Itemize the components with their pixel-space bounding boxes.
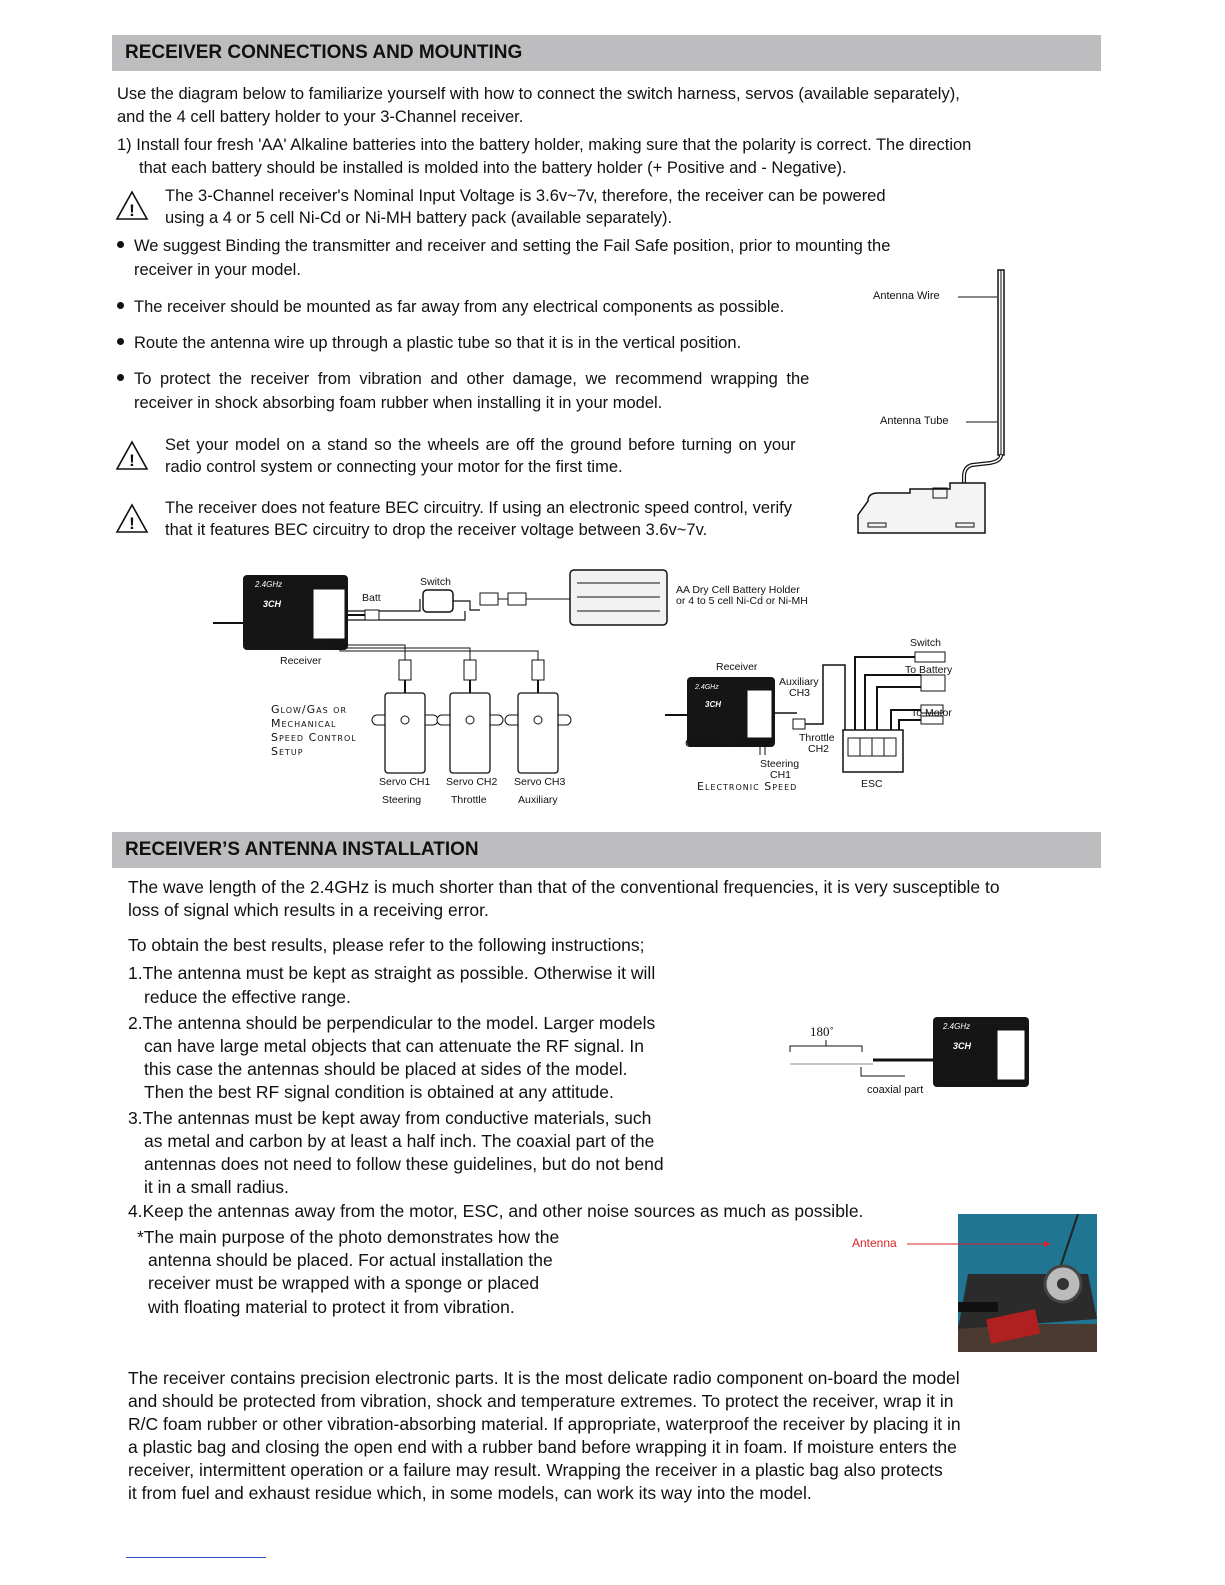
instruction4: 4.Keep the antennas away from the motor, ESC, and other noise sources as much as possible. <box>128 1201 864 1221</box>
throttle-ch2-label-line1: Throttle <box>799 732 835 744</box>
rx-brand-text: 2.4GHz <box>255 580 283 589</box>
glow-setup-label-line2: Mechanical <box>271 717 337 730</box>
svg-text:3CH: 3CH <box>705 700 722 709</box>
servo-ch1 <box>372 693 438 773</box>
warning-icon <box>115 503 149 535</box>
photo-note-line3: receiver must be wrapped with a sponge or placed <box>148 1273 540 1293</box>
bullet-dot <box>117 302 124 309</box>
switch2-label: Switch <box>910 637 941 649</box>
aux-ch3-label-line1: Auxiliary <box>779 676 819 688</box>
instruction2-line2: can have large metal objects that can attenuate the RF signal. In <box>144 1036 645 1056</box>
bullet1-text-line2: receiver in your model. <box>134 261 301 279</box>
bullet1-text-line1: We suggest Binding the transmitter and receiver and setting the Fail Safe position, prior to mounting the <box>134 237 891 255</box>
antenna-photo-label: Antenna <box>852 1236 897 1250</box>
bullet4-text-line2: receiver in shock absorbing foam rubber when installing it in your model. <box>134 394 663 412</box>
glow-setup-label-line3: Speed Control <box>271 731 357 744</box>
receiver-label: Receiver <box>280 655 322 667</box>
photo-note-line2: antenna should be placed. For actual installation the <box>148 1250 553 1270</box>
glow-setup-label-line1: Glow/Gas or <box>271 703 348 716</box>
steering-ch1-label-line2: CH1 <box>770 769 792 781</box>
final-paragraph-line4: a plastic bag and closing the open end with a rubber band before wrapping it in foam. If moisture enters the <box>128 1437 957 1457</box>
section-header-antenna <box>112 832 1101 868</box>
instruction2-line1: 2.The antenna should be perpendicular to the model. Larger models <box>128 1013 656 1033</box>
final-paragraph-line6: it from fuel and exhaust residue which, in some models, can work its way into the model. <box>128 1483 812 1503</box>
warning2-text-line1: Set your model on a stand so the wheels are off the ground before turning on your <box>165 436 796 454</box>
instruction2-line4: Then the best RF signal condition is obtained at any attitude. <box>144 1082 614 1102</box>
throttle-label: Throttle <box>451 794 487 806</box>
wiring-diagram <box>205 565 1005 810</box>
bullet-dot <box>117 338 124 345</box>
servo-ch2-label: Servo CH2 <box>446 776 498 788</box>
antenna-placement-photo <box>958 1214 1097 1352</box>
footer-link-underline <box>126 1557 266 1558</box>
step1-text-line2: that each battery should be installed is molded into the battery holder (+ Positive and - Negative). <box>139 159 847 177</box>
bullet3-text: Route the antenna wire up through a plastic tube so that it is in the vertical position. <box>134 334 742 352</box>
battery-holder-label-line2: or 4 to 5 cell Ni-Cd or Ni-MH <box>676 595 808 607</box>
bullet-dot <box>117 241 124 248</box>
auxiliary-label: Auxiliary <box>518 794 558 806</box>
car-photo-illustration <box>958 1214 1097 1352</box>
antenna-intro-line2: loss of signal which results in a receiving error. <box>128 900 489 920</box>
to-motor-label: To Motor <box>911 707 952 719</box>
antenna-instructions-intro: To obtain the best results, please refer to the following instructions; <box>128 935 645 955</box>
antenna-intro-line1: The wave length of the 2.4GHz is much shorter than that of the conventional frequencies, it is very susceptible to <box>128 877 1000 897</box>
svg-text:3CH: 3CH <box>953 1041 972 1051</box>
svg-text:!: ! <box>129 451 135 470</box>
svg-text:!: ! <box>129 514 135 533</box>
warning3-text-line1: The receiver does not feature BEC circuitry. If using an electronic speed control, verify <box>165 499 792 517</box>
switch-label: Switch <box>420 576 451 588</box>
intro-text-line1: Use the diagram below to familiarize yourself with how to connect the switch harness, servos (available separately), <box>117 85 960 103</box>
glow-setup-label-line4: Setup <box>271 745 304 758</box>
intro-text-line2: and the 4 cell battery holder to your 3-Channel receiver. <box>117 108 524 126</box>
instruction1-line2: reduce the effective range. <box>144 987 351 1007</box>
instruction3-line4: it in a small radius. <box>144 1177 289 1197</box>
warning1-text-line2: using a 4 or 5 cell Ni-Cd or Ni-MH battery pack (available separately). <box>165 209 673 227</box>
control-setup-label: Control Setup <box>685 737 771 750</box>
svg-text:2.4GHz: 2.4GHz <box>695 684 719 691</box>
angle-label: 180˚ <box>810 1024 834 1039</box>
final-paragraph-line5: receiver, intermittent operation or a failure may result. Wrapping the receiver in a plastic bag also protects <box>128 1460 943 1480</box>
electronic-speed-label: Electronic Speed <box>697 780 798 793</box>
batt-label: Batt <box>362 592 381 604</box>
warning3-text-line2: that it features BEC circuitry to drop the receiver voltage between 3.6v~7v. <box>165 521 708 539</box>
warning2-text-line2: radio control system or connecting your motor for the first time. <box>165 458 623 476</box>
final-paragraph-line3: R/C foam rubber or other vibration-absorbing material. If appropriate, waterproof the receiver by placing it in <box>128 1414 961 1434</box>
svg-text:!: ! <box>129 201 135 220</box>
instruction3-line2: as metal and carbon by at least a half inch. The coaxial part of the <box>144 1131 655 1151</box>
steering-ch1-label-line1: Steering <box>760 758 800 770</box>
esc-label: ESC <box>861 778 883 790</box>
receiver2-label: Receiver <box>716 661 758 673</box>
final-paragraph-line1: The receiver contains precision electronic parts. It is the most delicate radio component on-board the model <box>128 1368 960 1388</box>
coaxial-part-label: coaxial part <box>867 1084 924 1096</box>
instruction1-line1: 1.The antenna must be kept as straight as possible. Otherwise it will <box>128 963 656 983</box>
bullet-dot <box>117 374 124 381</box>
instruction2-line3: this case the antennas should be placed at sides of the model. <box>144 1059 628 1079</box>
aux-ch3-label-line2: CH3 <box>789 687 811 699</box>
antenna-tube-illustration <box>850 265 1025 540</box>
svg-text:2.4GHz: 2.4GHz <box>943 1022 971 1031</box>
warning-icon <box>115 440 149 472</box>
servo-ch3-label: Servo CH3 <box>514 776 566 788</box>
section-title: RECEIVER CONNECTIONS AND MOUNTING <box>125 42 523 63</box>
steering-label: Steering <box>382 794 422 806</box>
to-battery-label: To Battery <box>905 664 953 676</box>
receiver-left <box>213 575 348 650</box>
throttle-ch2-label-line2: CH2 <box>808 743 830 755</box>
svg-text:3CH: 3CH <box>263 599 282 609</box>
bullet4-text-line1: To protect the receiver from vibration and other damage, we recommend wrapping the <box>134 370 810 388</box>
photo-note-line1: *The main purpose of the photo demonstrates how the <box>137 1227 560 1247</box>
section-header-connections <box>112 35 1101 71</box>
servo-ch3 <box>505 693 571 773</box>
antenna-tube-label: Antenna Tube <box>880 415 949 427</box>
bullet2-text: The receiver should be mounted as far away from any electrical components as possible. <box>134 298 785 316</box>
instruction3-line1: 3.The antennas must be kept away from conductive materials, such <box>128 1108 652 1128</box>
battery-holder-label-line1: AA Dry Cell Battery Holder <box>676 584 800 596</box>
step1-text-line1: 1) Install four fresh 'AA' Alkaline batteries into the battery holder, making sure that the polarity is correct. The direction <box>117 136 972 154</box>
instruction3-line3: antennas does not need to follow these guidelines, but do not bend <box>144 1154 664 1174</box>
servo-ch1-label: Servo CH1 <box>379 776 431 788</box>
antenna-pointer-line <box>905 1240 1055 1250</box>
warning-icon <box>115 190 149 222</box>
section-title: RECEIVER’S ANTENNA INSTALLATION <box>125 839 479 860</box>
photo-note-line4: with floating material to protect it from vibration. <box>148 1297 515 1317</box>
warning1-text-line1: The 3-Channel receiver's Nominal Input Voltage is 3.6v~7v, therefore, the receiver can be powered <box>165 187 886 205</box>
final-paragraph-line2: and should be protected from vibration, shock and temperature extremes. To protect the receiver, wrap it in <box>128 1391 954 1411</box>
servo-ch2 <box>437 693 503 773</box>
antenna-wire-label: Antenna Wire <box>873 290 940 302</box>
